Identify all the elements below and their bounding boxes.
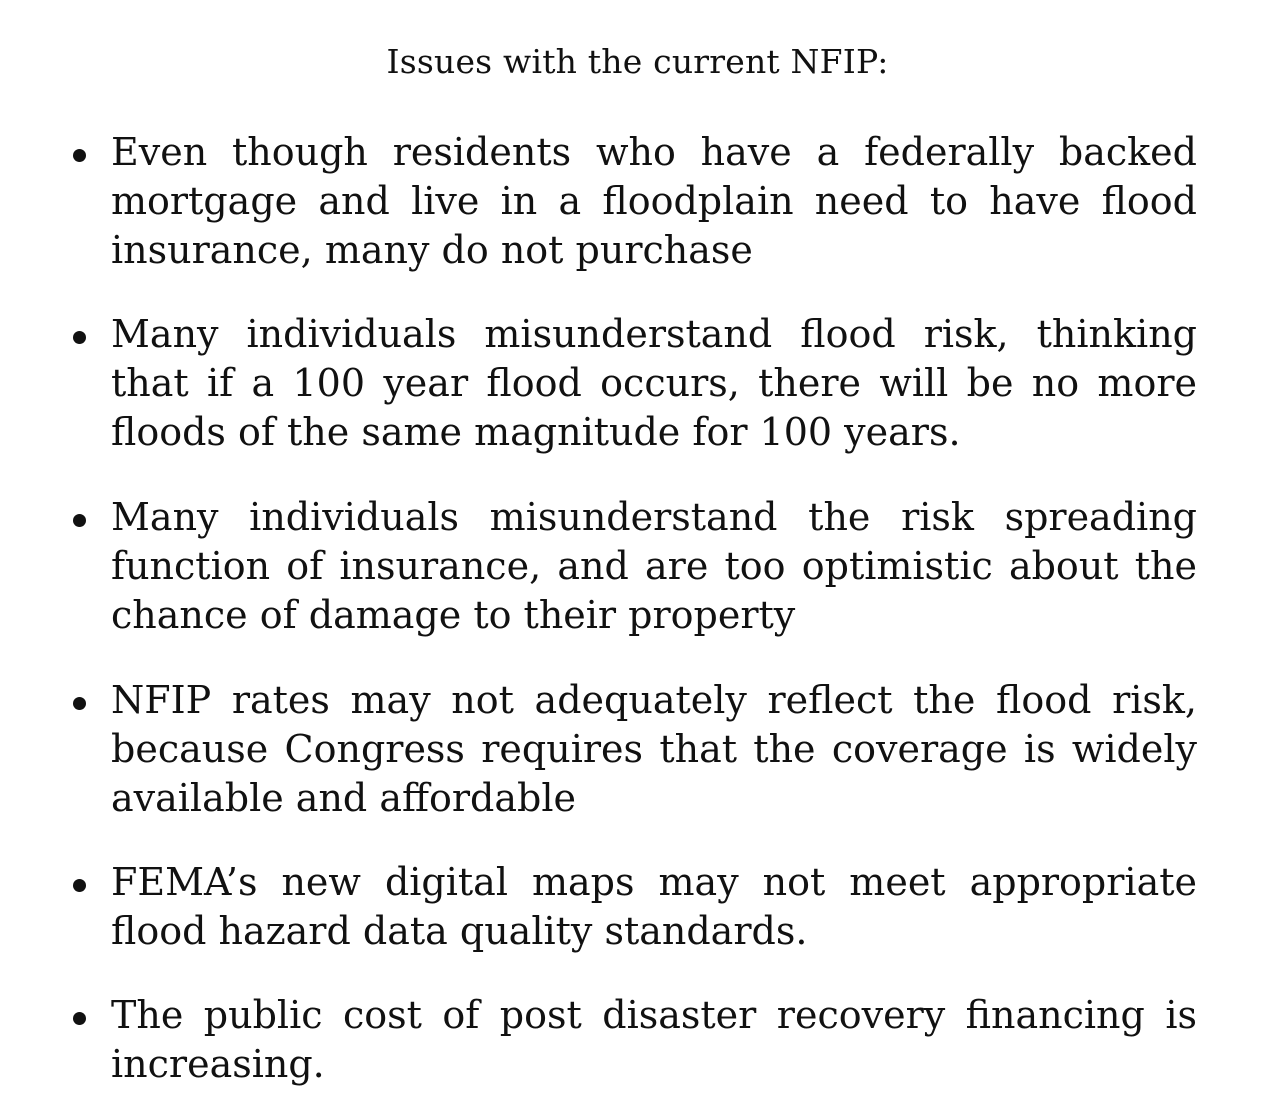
list-item-text: NFIP rates may not adequately reflect the flood risk, because Congress requires that the coverage is widely available and affordable xyxy=(111,678,1197,820)
bullet-icon xyxy=(73,697,86,710)
list-item-text: Even though residents who have a federally backed mortgage and live in a floodplain need to have flood insurance, many do not purchase xyxy=(111,130,1197,272)
bullet-icon xyxy=(73,879,86,892)
bullet-icon xyxy=(73,331,86,344)
bullet-icon xyxy=(73,514,86,527)
list-item-text: Many individuals misunderstand the risk spreading function of insurance, and are too optimistic about the chance of damage to their property xyxy=(111,495,1197,637)
page-title: Issues with the current NFIP: xyxy=(386,42,889,81)
bullet-icon xyxy=(73,1012,86,1025)
list-item-text: FEMA’s new digital maps may not meet appropriate flood hazard data quality standards. xyxy=(111,860,1197,953)
list-item-text: The public cost of post disaster recovery financing is increasing. xyxy=(111,993,1197,1086)
bullet-icon xyxy=(73,149,86,162)
list-item-text: Many individuals misunderstand flood risk, thinking that if a 100 year flood occurs, there will be no more floods of the same magnitude for 100 years. xyxy=(111,312,1197,454)
